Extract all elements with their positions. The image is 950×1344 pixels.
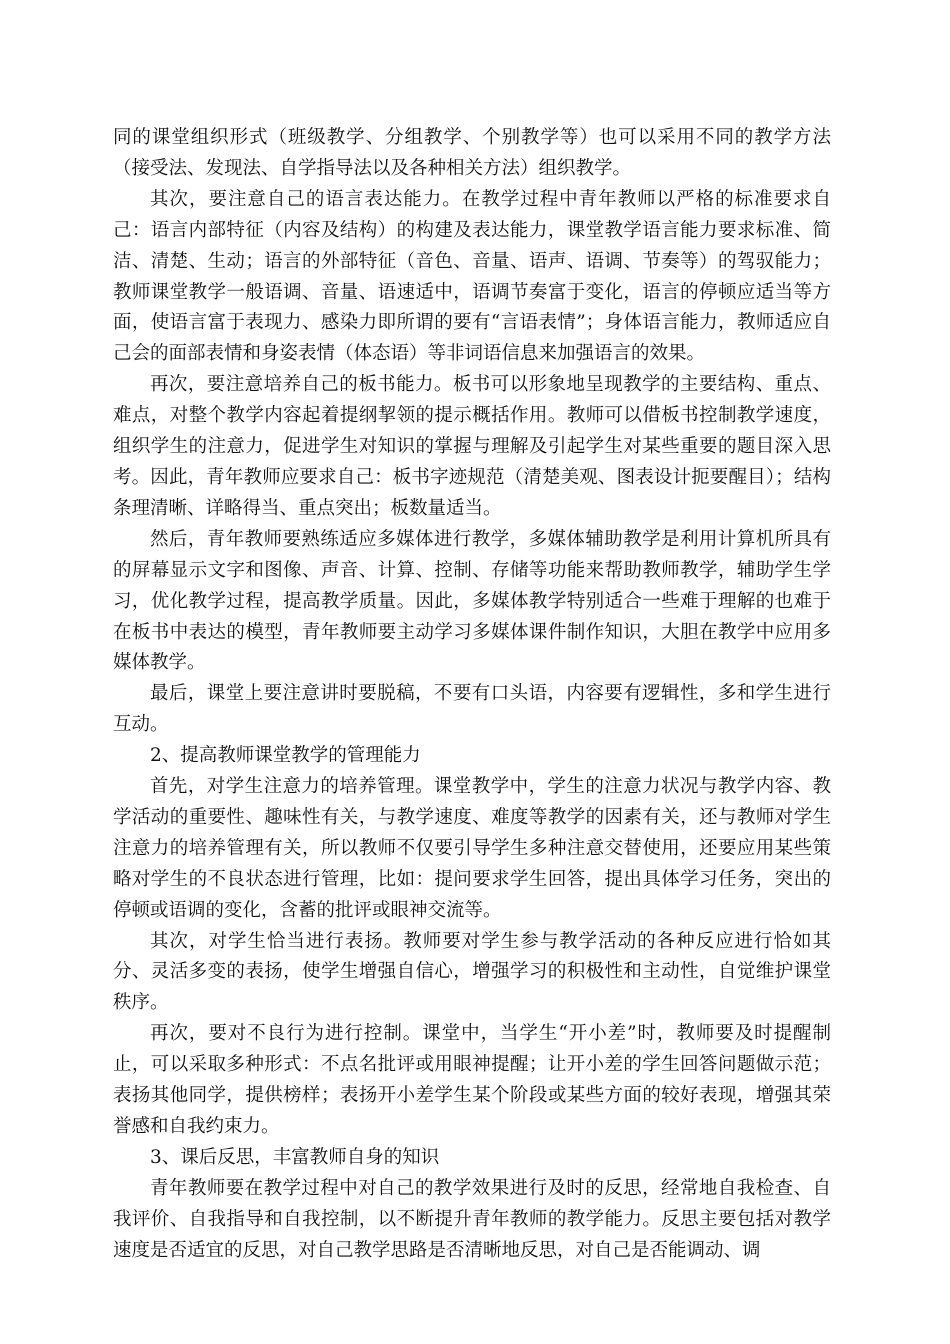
paragraph-5: 最后，课堂上要注意讲时要脱稿，不要有口头语，内容要有逻辑性，多和学生进行互动。 xyxy=(113,683,831,736)
paragraph-3: 再次，要注意培养自己的板书能力。板书可以形象地呈现教学的主要结构、重点、难点，对整个教学内容起着提纲挈领的提示概括作用。教师可以借板书控制教学速度，组织学生的注意力，促进学生对知识的掌握与理解及引起学生对某些重要的题目深入思考。因此，青年教师应要求自己：板书字迹规范（清楚美观、图表设计扼要醒目）；结构条理清晰、详略得当、重点突出；板数量适当。 xyxy=(113,374,831,519)
paragraph-9: 青年教师要在教学过程中对自己的教学效果进行及时的反思，经常地自我检查、自我评价、自我指导和自我控制，以不断提升青年教师的教学能力。反思主要包括对教学速度是否适宜的反思，对自己教学思路是否清晰地反思，对自己是否能调动、调 xyxy=(113,1177,831,1261)
section-heading-3: 3、课后反思，丰富教师自身的知识 xyxy=(150,1146,440,1168)
paragraph-2: 其次，要注意自己的语言表达能力。在教学过程中青年教师以严格的标准要求自己：语言内部特征（内容及结构）的构建及表达能力，课堂教学语言能力要求标准、简洁、清楚、生动；语言的外部特征（音色、音量、语声、语调、节奏等）的驾驭能力；教师课堂教学一般语调、音量、语速适中，语调节奏富于变化，语言的停顿应适当等方面，使语言富于表现力、感染力即所谓的要有“言语表情”；身体语言能力，教师适应自己会的面部表情和身姿表情（体态语）等非词语信息来加强语言的效果。 xyxy=(113,188,831,365)
paragraph-8: 再次，要对不良行为进行控制。课堂中，当学生“开小差”时，教师要及时提醒制止，可以采取多种形式：不点名批评或用眼神提醒；让开小差的学生回答问题做示范；表扬其他同学，提供榜样；表扬开小差学生某个阶段或某些方面的较好表现，增强其荣誉感和自我约束力。 xyxy=(113,1023,831,1137)
paragraph-4: 然后，青年教师要熟练适应多媒体进行教学，多媒体辅助教学是利用计算机所具有的屏幕显示文字和图像、声音、计算、控制、存储等功能来帮助教师教学，辅助学生学习，优化教学过程，提高教学质量。因此，多媒体教学特别适合一些难于理解的也难于在板书中表达的模型，青年教师要主动学习多媒体课件制作知识，大胆在教学中应用多媒体教学。 xyxy=(113,528,831,674)
paragraph-7: 其次，对学生恰当进行表扬。教师要对学生参与教学活动的各种反应进行恰如其分、灵活多变的表扬，使学生增强自信心，增强学习的积极性和主动性，自觉维护课堂秩序。 xyxy=(113,930,831,1014)
document-body xyxy=(113,123,831,1267)
paragraph-6: 首先，对学生注意力的培养管理。课堂教学中，学生的注意力状况与教学内容、教学活动的重要性、趣味性有关，与教学速度、难度等教学的因素有关，还与教师对学生注意力的培养管理有关，所以教师不仅要引导学生多种注意交替使用，还要应用某些策略对学生的不良状态进行管理，比如：提问要求学生回答，提出具体学习任务，突出的停顿或语调的变化，含蓄的批评或眼神交流等。 xyxy=(113,776,831,921)
paragraph-1: 同的课堂组织形式（班级教学、分组教学、个别教学等）也可以采用不同的教学方法（接受法、发现法、自学指导法以及各种相关方法）组织教学。 xyxy=(113,127,831,179)
section-heading-2: 2、提高教师课堂教学的管理能力 xyxy=(150,745,421,767)
